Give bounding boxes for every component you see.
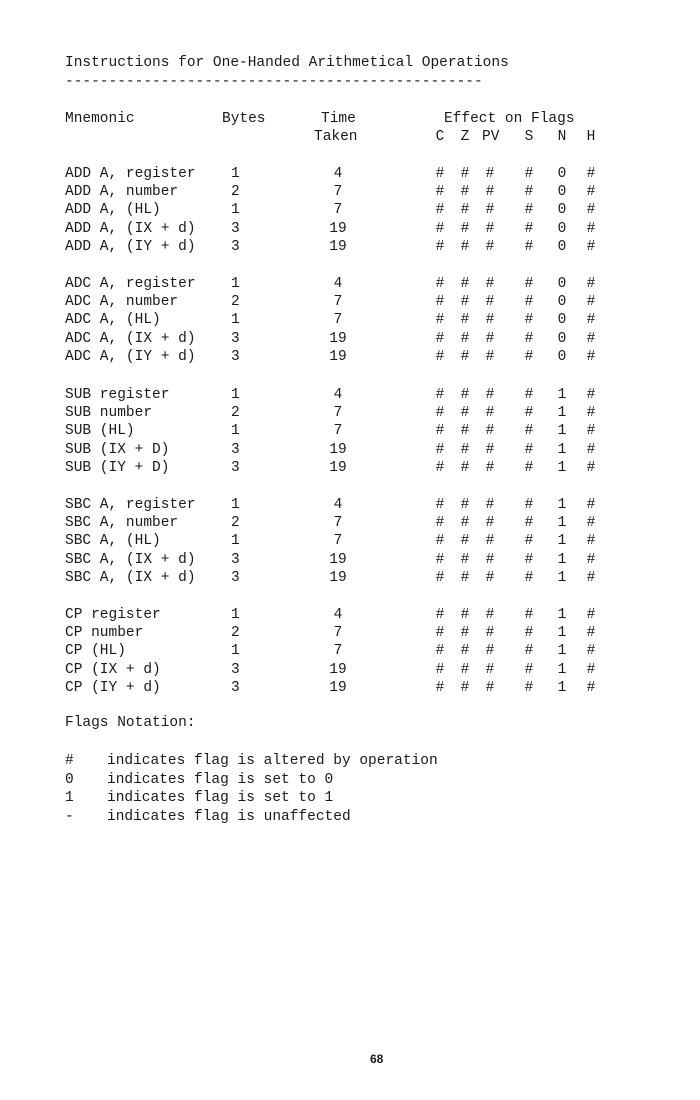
time-cell: 19 (329, 569, 347, 586)
mnemonic-cell: ADD A, number (65, 184, 179, 201)
table-row (0, 405, 700, 423)
header-bytes: Bytes (222, 111, 266, 127)
table-row (0, 349, 700, 367)
mnemonic-cell: SBC A, (IX + d) (65, 569, 196, 586)
time-cell: 7 (333, 312, 343, 329)
table-row (0, 460, 700, 478)
flag-pv-cell: # (485, 533, 495, 550)
flag-h-cell: # (586, 238, 596, 255)
bytes-cell: 3 (231, 441, 240, 458)
flag-z-cell: # (460, 679, 470, 696)
bytes-cell: 2 (231, 625, 240, 642)
table-row (0, 276, 700, 294)
flag-s-cell: # (524, 184, 534, 201)
flag-z-cell: # (460, 569, 470, 586)
flag-z-cell: # (460, 515, 470, 532)
flag-n-cell: 0 (557, 312, 567, 329)
mnemonic-cell: SUB (IY + D) (65, 459, 170, 476)
header-flag-pv: PV (482, 129, 500, 145)
bytes-cell: 3 (231, 348, 240, 365)
flag-s-cell: # (524, 423, 534, 440)
flag-z-cell: # (460, 387, 470, 403)
flag-h-cell: # (586, 515, 596, 532)
flag-s-cell: # (524, 515, 534, 532)
bytes-cell: 1 (231, 423, 240, 440)
flag-s-cell: # (524, 348, 534, 365)
flag-pv-cell: # (485, 661, 495, 678)
time-cell: 19 (329, 679, 347, 696)
flag-c-cell: # (435, 312, 445, 329)
flag-c-cell: # (435, 459, 445, 476)
bytes-cell: 1 (231, 643, 240, 660)
flag-n-cell: 1 (557, 643, 567, 660)
flag-n-cell: 0 (557, 348, 567, 365)
flag-c-cell: # (435, 330, 445, 347)
table-row (0, 625, 700, 643)
header-mnemonic: Mnemonic (65, 111, 135, 127)
flag-c-cell: # (435, 533, 445, 550)
flag-z-cell: # (460, 551, 470, 568)
mnemonic-cell: ADD A, (HL) (65, 202, 161, 219)
flag-s-cell: # (524, 387, 534, 403)
flag-n-cell: 0 (557, 330, 567, 347)
flag-pv-cell: # (485, 312, 495, 329)
flag-c-cell: # (435, 405, 445, 422)
mnemonic-cell: CP (IX + d) (65, 661, 161, 678)
flag-n-cell: 1 (557, 661, 567, 678)
flag-z-cell: # (460, 238, 470, 255)
flag-pv-cell: # (485, 625, 495, 642)
notation-symbol: # (65, 753, 74, 769)
flag-pv-cell: # (485, 405, 495, 422)
header-flag-c: C (435, 129, 445, 145)
notation-text: indicates flag is unaffected (107, 808, 351, 825)
flag-c-cell: # (435, 220, 445, 237)
header-flag-s: S (524, 129, 534, 145)
mnemonic-cell: CP (HL) (65, 643, 126, 660)
flag-n-cell: 1 (557, 515, 567, 532)
time-cell: 7 (333, 202, 343, 219)
flag-n-cell: 0 (557, 166, 567, 182)
mnemonic-cell: ADC A, register (65, 276, 196, 292)
notation-symbol: - (65, 808, 74, 825)
flag-h-cell: # (586, 643, 596, 660)
time-cell: 7 (333, 515, 343, 532)
flag-h-cell: # (586, 441, 596, 458)
table-row (0, 442, 700, 460)
time-cell: 19 (329, 459, 347, 476)
flag-n-cell: 0 (557, 184, 567, 201)
flag-h-cell: # (586, 551, 596, 568)
time-cell: 19 (329, 330, 347, 347)
flag-z-cell: # (460, 184, 470, 201)
title-underline: ------------------------------------------------ (65, 74, 483, 90)
notation-item (0, 790, 700, 808)
bytes-cell: 3 (231, 459, 240, 476)
mnemonic-cell: SBC A, number (65, 515, 179, 532)
table-row (0, 312, 700, 330)
header-time: Time (321, 111, 356, 127)
flag-pv-cell: # (485, 387, 495, 403)
flag-s-cell: # (524, 405, 534, 422)
mnemonic-cell: SUB (HL) (65, 423, 135, 440)
flag-n-cell: 1 (557, 551, 567, 568)
flag-h-cell: # (586, 679, 596, 696)
notation-item (0, 809, 700, 827)
mnemonic-cell: SBC A, (HL) (65, 533, 161, 550)
table-row (0, 294, 700, 312)
flag-pv-cell: # (485, 441, 495, 458)
flag-h-cell: # (586, 569, 596, 586)
flag-c-cell: # (435, 202, 445, 219)
bytes-cell: 3 (231, 551, 240, 568)
flag-s-cell: # (524, 679, 534, 696)
time-cell: 4 (333, 166, 343, 182)
page-title: Instructions for One-Handed Arithmetical Operations (65, 55, 509, 71)
mnemonic-cell: SBC A, register (65, 497, 196, 513)
flag-s-cell: # (524, 569, 534, 586)
mnemonic-cell: ADD A, (IY + d) (65, 238, 196, 255)
flag-s-cell: # (524, 625, 534, 642)
table-row (0, 570, 700, 588)
flag-s-cell: # (524, 276, 534, 292)
flag-z-cell: # (460, 661, 470, 678)
time-cell: 7 (333, 184, 343, 201)
flag-n-cell: 0 (557, 238, 567, 255)
flag-c-cell: # (435, 551, 445, 568)
table-row (0, 497, 700, 515)
time-cell: 4 (333, 276, 343, 292)
bytes-cell: 2 (231, 184, 240, 201)
flag-pv-cell: # (485, 166, 495, 182)
flag-z-cell: # (460, 330, 470, 347)
time-cell: 19 (329, 220, 347, 237)
bytes-cell: 3 (231, 569, 240, 586)
flag-h-cell: # (586, 459, 596, 476)
header-flag-n: N (557, 129, 567, 145)
flag-pv-cell: # (485, 607, 495, 623)
flag-z-cell: # (460, 607, 470, 623)
time-cell: 19 (329, 348, 347, 365)
bytes-cell: 1 (231, 497, 240, 513)
flag-h-cell: # (586, 497, 596, 513)
flag-c-cell: # (435, 625, 445, 642)
notation-symbol: 0 (65, 771, 74, 788)
table-row (0, 331, 700, 349)
flag-c-cell: # (435, 184, 445, 201)
flag-c-cell: # (435, 679, 445, 696)
time-cell: 7 (333, 423, 343, 440)
mnemonic-cell: CP (IY + d) (65, 679, 161, 696)
notation-item (0, 753, 700, 771)
flag-z-cell: # (460, 220, 470, 237)
bytes-cell: 3 (231, 330, 240, 347)
flag-n-cell: 1 (557, 387, 567, 403)
flag-c-cell: # (435, 423, 445, 440)
flag-s-cell: # (524, 166, 534, 182)
table-row (0, 643, 700, 661)
notation-text: indicates flag is altered by operation (107, 753, 438, 769)
bytes-cell: 1 (231, 202, 240, 219)
header-flag-z: Z (460, 129, 470, 145)
flag-h-cell: # (586, 312, 596, 329)
flag-z-cell: # (460, 643, 470, 660)
flag-pv-cell: # (485, 294, 495, 311)
flag-n-cell: 1 (557, 607, 567, 623)
flag-h-cell: # (586, 294, 596, 311)
flag-s-cell: # (524, 551, 534, 568)
bytes-cell: 2 (231, 515, 240, 532)
header-taken: Taken (314, 129, 358, 145)
notation-item (0, 772, 700, 790)
table-row (0, 184, 700, 202)
flag-z-cell: # (460, 497, 470, 513)
flag-n-cell: 0 (557, 276, 567, 292)
flag-z-cell: # (460, 625, 470, 642)
time-cell: 7 (333, 294, 343, 311)
bytes-cell: 3 (231, 661, 240, 678)
flag-z-cell: # (460, 312, 470, 329)
flag-h-cell: # (586, 387, 596, 403)
flag-h-cell: # (586, 276, 596, 292)
table-row (0, 423, 700, 441)
flag-s-cell: # (524, 238, 534, 255)
bytes-cell: 2 (231, 405, 240, 422)
flag-s-cell: # (524, 661, 534, 678)
flag-z-cell: # (460, 276, 470, 292)
time-cell: 7 (333, 533, 343, 550)
mnemonic-cell: SUB register (65, 387, 170, 403)
table-row (0, 533, 700, 551)
flag-c-cell: # (435, 387, 445, 403)
page-number: 68 (370, 1052, 384, 1066)
flag-n-cell: 1 (557, 423, 567, 440)
bytes-cell: 3 (231, 679, 240, 696)
flag-n-cell: 1 (557, 405, 567, 422)
bytes-cell: 3 (231, 220, 240, 237)
table-row (0, 552, 700, 570)
flag-h-cell: # (586, 166, 596, 182)
flags-notation-title: Flags Notation: (65, 715, 196, 731)
flag-c-cell: # (435, 276, 445, 292)
time-cell: 4 (333, 387, 343, 403)
flag-n-cell: 0 (557, 220, 567, 237)
flag-h-cell: # (586, 607, 596, 623)
mnemonic-cell: ADC A, (IX + d) (65, 330, 196, 347)
flag-h-cell: # (586, 220, 596, 237)
notation-text: indicates flag is set to 0 (107, 771, 334, 788)
flag-s-cell: # (524, 607, 534, 623)
flag-c-cell: # (435, 661, 445, 678)
flag-n-cell: 0 (557, 202, 567, 219)
flag-pv-cell: # (485, 202, 495, 219)
bytes-cell: 1 (231, 276, 240, 292)
mnemonic-cell: SUB (IX + D) (65, 441, 170, 458)
bytes-cell: 1 (231, 607, 240, 623)
flag-pv-cell: # (485, 551, 495, 568)
flag-z-cell: # (460, 348, 470, 365)
flag-c-cell: # (435, 238, 445, 255)
table-row (0, 680, 700, 698)
time-cell: 4 (333, 497, 343, 513)
flag-c-cell: # (435, 569, 445, 586)
mnemonic-cell: ADD A, (IX + d) (65, 220, 196, 237)
flag-pv-cell: # (485, 569, 495, 586)
mnemonic-cell: ADD A, register (65, 166, 196, 182)
table-row (0, 239, 700, 257)
bytes-cell: 2 (231, 294, 240, 311)
bytes-cell: 1 (231, 166, 240, 182)
table-row (0, 202, 700, 220)
flag-s-cell: # (524, 643, 534, 660)
flag-n-cell: 1 (557, 679, 567, 696)
flag-h-cell: # (586, 423, 596, 440)
flag-z-cell: # (460, 294, 470, 311)
flag-s-cell: # (524, 220, 534, 237)
flag-n-cell: 1 (557, 441, 567, 458)
flag-n-cell: 1 (557, 533, 567, 550)
flag-s-cell: # (524, 459, 534, 476)
time-cell: 19 (329, 551, 347, 568)
mnemonic-cell: CP number (65, 625, 144, 642)
table-row (0, 221, 700, 239)
mnemonic-cell: ADC A, (HL) (65, 312, 161, 329)
notation-symbol: 1 (65, 790, 74, 806)
flag-n-cell: 1 (557, 625, 567, 642)
time-cell: 19 (329, 661, 347, 678)
flag-pv-cell: # (485, 238, 495, 255)
time-cell: 19 (329, 441, 347, 458)
time-cell: 7 (333, 625, 343, 642)
bytes-cell: 1 (231, 387, 240, 403)
header-effect-on-flags: Effect on Flags (444, 111, 575, 127)
flag-z-cell: # (460, 459, 470, 476)
flag-c-cell: # (435, 497, 445, 513)
flag-s-cell: # (524, 202, 534, 219)
header-flag-h: H (586, 129, 596, 145)
mnemonic-cell: CP register (65, 607, 161, 623)
flag-c-cell: # (435, 441, 445, 458)
flag-c-cell: # (435, 166, 445, 182)
flag-s-cell: # (524, 441, 534, 458)
flag-h-cell: # (586, 184, 596, 201)
flag-n-cell: 1 (557, 497, 567, 513)
flag-pv-cell: # (485, 679, 495, 696)
flag-s-cell: # (524, 312, 534, 329)
bytes-cell: 1 (231, 312, 240, 329)
table-row (0, 515, 700, 533)
bytes-cell: 1 (231, 533, 240, 550)
flag-n-cell: 1 (557, 569, 567, 586)
flag-pv-cell: # (485, 643, 495, 660)
flag-n-cell: 0 (557, 294, 567, 311)
flag-pv-cell: # (485, 515, 495, 532)
flag-h-cell: # (586, 330, 596, 347)
time-cell: 7 (333, 405, 343, 422)
flag-h-cell: # (586, 661, 596, 678)
mnemonic-cell: ADC A, number (65, 294, 179, 311)
flag-z-cell: # (460, 166, 470, 182)
flag-c-cell: # (435, 294, 445, 311)
notation-text: indicates flag is set to 1 (107, 790, 334, 806)
flag-z-cell: # (460, 405, 470, 422)
flag-h-cell: # (586, 625, 596, 642)
table-row (0, 166, 700, 184)
flag-c-cell: # (435, 643, 445, 660)
flag-c-cell: # (435, 348, 445, 365)
time-cell: 7 (333, 643, 343, 660)
flag-s-cell: # (524, 533, 534, 550)
bytes-cell: 3 (231, 238, 240, 255)
flag-z-cell: # (460, 441, 470, 458)
mnemonic-cell: SBC A, (IX + d) (65, 551, 196, 568)
table-row (0, 607, 700, 625)
flag-pv-cell: # (485, 423, 495, 440)
flag-z-cell: # (460, 423, 470, 440)
flag-h-cell: # (586, 202, 596, 219)
flag-s-cell: # (524, 330, 534, 347)
flag-z-cell: # (460, 202, 470, 219)
mnemonic-cell: SUB number (65, 405, 153, 422)
flag-z-cell: # (460, 533, 470, 550)
mnemonic-cell: ADC A, (IY + d) (65, 348, 196, 365)
table-row (0, 387, 700, 405)
flag-pv-cell: # (485, 220, 495, 237)
flag-pv-cell: # (485, 459, 495, 476)
flag-c-cell: # (435, 607, 445, 623)
flag-c-cell: # (435, 515, 445, 532)
table-row (0, 662, 700, 680)
time-cell: 19 (329, 238, 347, 255)
flag-pv-cell: # (485, 276, 495, 292)
flag-pv-cell: # (485, 330, 495, 347)
flag-pv-cell: # (485, 348, 495, 365)
flag-n-cell: 1 (557, 459, 567, 476)
flag-pv-cell: # (485, 184, 495, 201)
flag-pv-cell: # (485, 497, 495, 513)
flag-h-cell: # (586, 348, 596, 365)
time-cell: 4 (333, 607, 343, 623)
flag-h-cell: # (586, 405, 596, 422)
flag-s-cell: # (524, 497, 534, 513)
flag-h-cell: # (586, 533, 596, 550)
flag-s-cell: # (524, 294, 534, 311)
